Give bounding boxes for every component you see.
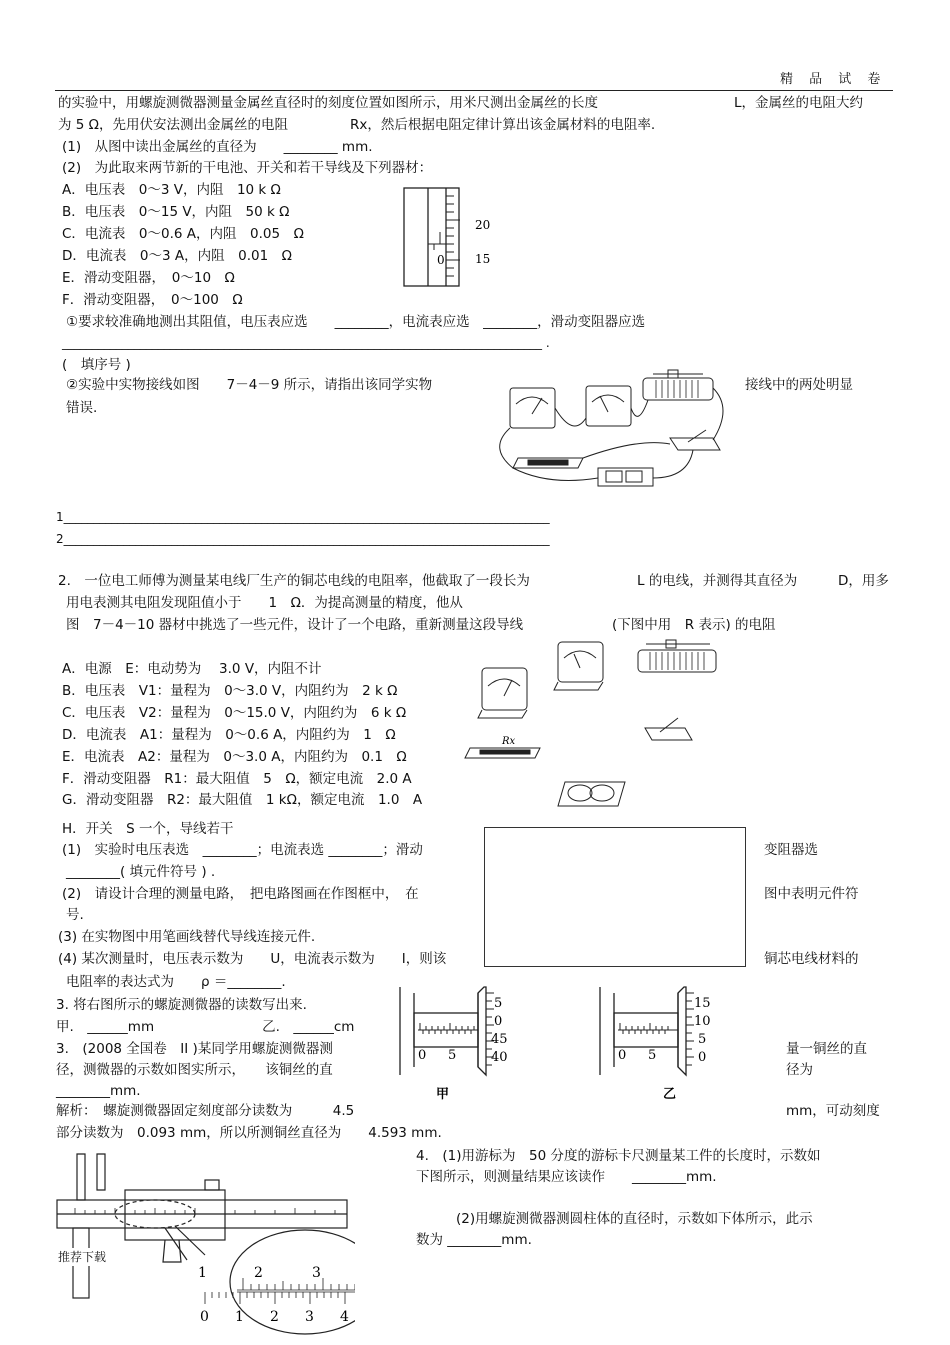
jia-mark-0: 0 bbox=[494, 1014, 503, 1029]
rheostat-icon bbox=[643, 378, 713, 400]
q2-line2: 用电表测其电阻发现阻值小于 1 Ω．为提高测量的精度，他从 bbox=[66, 595, 463, 611]
q2-step2-cont: 号. bbox=[66, 907, 84, 923]
q3-micrometer-yi bbox=[598, 985, 723, 1103]
q1-part2: (2) 为此取来两节新的干电池、开关和若干导线及下列器材： bbox=[62, 160, 433, 176]
q1-answer-line-2: 2_________________________________________________________________________________ bbox=[56, 532, 550, 546]
q4-line2: 下图所示，则测量结果应该读作 ________mm. bbox=[416, 1169, 717, 1185]
q4-vernier-caliper-figure bbox=[55, 1150, 355, 1335]
voltmeter-icon bbox=[482, 668, 527, 710]
q1-intro-line2: 为 5 Ω，先用伏安法测出金属丝的电阻 bbox=[58, 117, 288, 133]
q2-line1-mid: L 的电线，并测得其直径为 bbox=[637, 573, 798, 589]
q1-requirement2-end: 接线中的两处明显 bbox=[745, 377, 853, 393]
q1-micrometer-label-20: 20 bbox=[475, 218, 491, 232]
q4-line3: (2)用螺旋测微器测圆柱体的直径时，示数如下体所示，此示 bbox=[456, 1211, 813, 1227]
q2-option-a: A．电源 E：电动势为 3.0 V，内阻不计 bbox=[62, 661, 322, 677]
header-divider bbox=[55, 90, 893, 91]
q1-micrometer-figure bbox=[398, 182, 503, 292]
q4-line1: 4. (1)用游标为 50 分度的游标卡尺测量某工件的长度时，示数如 bbox=[416, 1148, 821, 1164]
voltmeter-icon bbox=[510, 388, 555, 428]
yi-caption: 乙 bbox=[663, 1087, 677, 1102]
q2-option-d: D．电流表 A1：量程为 0～0.6 A，内阻约为 1 Ω bbox=[62, 727, 396, 743]
q1-fill-note: ( 填序号 ) bbox=[62, 357, 131, 373]
q2-line1: 2. 一位电工师傅为测量某电线厂生产的铜芯电线的电阻率，他截取了一段长为 bbox=[58, 573, 530, 589]
q1-micrometer-label-15: 15 bbox=[475, 252, 491, 266]
q2-step2: (2) 请设计合理的测量电路， 把电路图画在作图框中， 在 bbox=[62, 886, 419, 902]
q1-intro-line1: 的实验中，用螺旋测微器测量金属丝直径时的刻度位置如图所示，用米尺测出金属丝的长度 bbox=[58, 95, 598, 111]
jia-mark-40: 40 bbox=[491, 1050, 508, 1065]
q3b-line2: 径，测微器的示数如图实所示， 该铜丝的直 bbox=[56, 1062, 333, 1078]
q2-option-f: F．滑动变阻器 R1：最大阻值 5 Ω，额定电流 2.0 A bbox=[62, 771, 412, 787]
q2-step1: (1) 实验时电压表选 ________；电流表选 ________；滑动 bbox=[62, 842, 423, 858]
q2-step2-end: 图中表明元件符 bbox=[764, 886, 859, 902]
caliper-vernier-0: 0 bbox=[200, 1309, 209, 1325]
circuit-drawing-box[interactable] bbox=[484, 827, 746, 967]
q2-step1-end: 变阻器选 bbox=[764, 842, 818, 858]
q2-option-h: H．开关 S 一个，导线若干 bbox=[62, 821, 234, 837]
q2-resistor-label: Rx bbox=[502, 736, 516, 747]
q3b-analysis1: 解析： 螺旋测微器固定刻度部分读数为 4.5 bbox=[56, 1103, 355, 1119]
q2-step3: (3) 在实物图中用笔画线替代导线连接元件. bbox=[58, 929, 316, 945]
q3b-line1-end: 量一铜丝的直 bbox=[786, 1041, 867, 1057]
q2-step1-cont: ________( 填元件符号 ) . bbox=[66, 864, 216, 880]
q2-line3: 图 7－4－10 器材中挑选了一些元件，设计了一个电路，重新测量这段导线 bbox=[66, 617, 524, 633]
q1-part1: (1) 从图中读出金属丝的直径为 ________ mm. bbox=[62, 139, 373, 155]
jia-base-0: 0 bbox=[418, 1048, 427, 1063]
q2-step4-cont: 电阻率的表达式为 ρ ＝________. bbox=[66, 974, 286, 990]
q4-line4: 数为 ________mm. bbox=[416, 1232, 532, 1248]
q1-option-b: B．电压表 0～15 V，内阻 50 k Ω bbox=[62, 204, 290, 220]
switch-icon bbox=[645, 728, 692, 740]
q2-option-c: C．电压表 V2：量程为 0～15.0 V，内阻约为 6 k Ω bbox=[62, 705, 407, 721]
q1-requirement2-cont: 错误. bbox=[66, 400, 98, 416]
footer-recommend-download: 推荐下载 bbox=[58, 1250, 107, 1264]
jia-base-5: 5 bbox=[448, 1048, 457, 1063]
q1-requirement1-blank: ________________________________________________________________________________ . bbox=[62, 336, 550, 350]
caliper-vernier-1: 1 bbox=[235, 1309, 244, 1325]
q2-step4: (4) 某次测量时，电压表示数为 U，电流表示数为 I，则该 bbox=[58, 951, 447, 967]
q3-title: 3. 将右图所示的螺旋测微器的读数写出来. bbox=[56, 997, 307, 1013]
caliper-vernier-4: 4 bbox=[340, 1309, 349, 1325]
caliper-vernier-2: 2 bbox=[270, 1309, 279, 1325]
yi-mark-15: 15 bbox=[694, 996, 711, 1011]
q1-requirement1: ①要求较准确地测出其阻值，电压表应选 ________，电流表应选 ________，滑动变阻器应选 bbox=[66, 314, 646, 330]
q1-option-f: F．滑动变阻器， 0～100 Ω bbox=[62, 292, 243, 308]
caliper-main-2: 2 bbox=[254, 1265, 263, 1281]
caliper-main-1: 1 bbox=[198, 1265, 207, 1281]
q3-answer-line: 甲. ______mm 乙. ______cm bbox=[56, 1019, 355, 1035]
yi-mark-10: 10 bbox=[694, 1014, 711, 1029]
q3b-analysis2: 部分读数为 0.093 mm，所以所测铜丝直径为 4.593 mm. bbox=[56, 1125, 442, 1141]
q1-option-d: D．电流表 0～3 A，内阻 0.01 Ω bbox=[62, 248, 292, 264]
q2-line1-end: D，用多 bbox=[838, 573, 889, 589]
q1-intro-line2-end: Rx，然后根据电阻定律计算出该金属材料的电阻率. bbox=[350, 117, 656, 133]
jia-caption: 甲 bbox=[436, 1087, 450, 1102]
q3b-line1: 3. (2008 全国卷 II )某同学用螺旋测微器测 bbox=[56, 1041, 333, 1057]
caliper-main-3: 3 bbox=[312, 1265, 321, 1281]
q1-option-e: E．滑动变阻器， 0～10 Ω bbox=[62, 270, 235, 286]
q1-requirement2: ②实验中实物接线如图 7－4－9 所示，请指出该同学实物 bbox=[66, 377, 433, 393]
q2-option-b: B．电压表 V1：量程为 0～3.0 V，内阻约为 2 k Ω bbox=[62, 683, 398, 699]
q2-apparatus-figure bbox=[460, 636, 745, 811]
q1-intro-line1-end: L，金属丝的电阻大约 bbox=[734, 95, 864, 111]
ammeter-icon bbox=[586, 386, 631, 426]
page-header-label: 精 品 试 卷 bbox=[780, 72, 887, 87]
q1-option-c: C．电流表 0～0.6 A，内阻 0.05 Ω bbox=[62, 226, 304, 242]
yi-base-0: 0 bbox=[618, 1048, 627, 1063]
jia-mark-5: 5 bbox=[494, 996, 503, 1011]
caliper-vernier-3: 3 bbox=[305, 1309, 314, 1325]
switch-icon bbox=[670, 438, 720, 450]
q3-micrometer-jia bbox=[398, 985, 523, 1103]
q3b-line3: ________mm. bbox=[56, 1083, 141, 1099]
q3b-line2-end: 径为 bbox=[786, 1062, 813, 1078]
q1-option-a: A．电压表 0～3 V，内阻 10 k Ω bbox=[62, 182, 281, 198]
jia-mark-45: 45 bbox=[491, 1032, 508, 1047]
q2-option-g: G．滑动变阻器 R2：最大阻值 1 kΩ，额定电流 1.0 A bbox=[62, 792, 423, 808]
yi-mark-0: 0 bbox=[698, 1050, 707, 1065]
q1-wiring-figure bbox=[488, 368, 738, 493]
q3b-analysis1-end: mm，可动刻度 bbox=[786, 1103, 880, 1119]
q1-answer-line-1: 1_________________________________________________________________________________ bbox=[56, 510, 550, 524]
q2-option-e: E．电流表 A2：量程为 0～3.0 A，内阻约为 0.1 Ω bbox=[62, 749, 407, 765]
q2-line3-end: (下图中用 R 表示) 的电阻 bbox=[612, 617, 776, 633]
yi-base-5: 5 bbox=[648, 1048, 657, 1063]
q2-step4-end: 铜芯电线材料的 bbox=[764, 951, 859, 967]
ammeter-icon bbox=[558, 642, 603, 682]
q1-micrometer-zero: 0 bbox=[437, 253, 445, 267]
yi-mark-5: 5 bbox=[698, 1032, 707, 1047]
